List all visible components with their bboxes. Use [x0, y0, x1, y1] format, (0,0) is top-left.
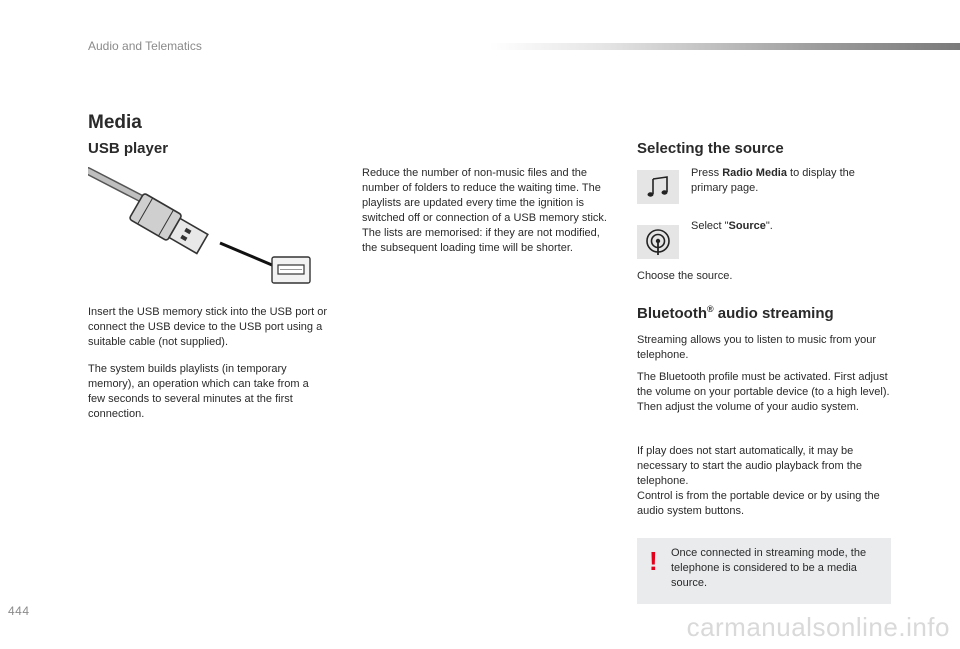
music-note-icon [637, 170, 679, 204]
section-header-title: Audio and Telematics [88, 39, 202, 53]
source-step-press: Press Radio Media to display the primary page. [691, 167, 855, 194]
warning-icon: ! [649, 546, 658, 576]
bluetooth-paragraph-profile: The Bluetooth profile must be activated. First adjust the volume on your portable device (to a high level). Then adjust the volume of your audio system. [637, 371, 890, 413]
usb-plug-illustration [88, 165, 318, 290]
page-title: Media [88, 112, 142, 133]
usb-paragraph-insert: Insert the USB memory stick into the USB port or connect the USB device to the USB port using a suitable cable (not supplied). [88, 306, 328, 348]
bluetooth-paragraph-streaming: Streaming allows you to listen to music from your telephone. [637, 334, 877, 361]
source-choose-text: Choose the source. [637, 270, 733, 282]
page-number: 444 [8, 604, 30, 618]
selecting-source-heading: Selecting the source [637, 140, 784, 157]
usb-player-heading: USB player [88, 140, 169, 157]
source-step-select: Select "Source". [691, 220, 773, 232]
usb-paragraph-playlists: The system builds playlists (in temporary memory), an operation which can take from a few seconds to several minutes at the first connection. [88, 363, 309, 420]
usb-paragraph-reduce: Reduce the number of non-music files and the number of folders to reduce the waiting time. The playlists are updated every time the ignition is switched off or connection of a USB memory stick. The lists are memorised: if they are not modified, the subsequent loading time will be shorter. [362, 167, 607, 254]
warning-text: Once connected in streaming mode, the telephone is considered to be a media source. [671, 547, 867, 589]
radio-source-icon [637, 225, 679, 259]
watermark: carmanualsonline.info [686, 612, 950, 642]
bluetooth-paragraph-play: If play does not start automatically, it may be necessary to start the audio playback from the telephone. Control is from the portable device or by using the audio system buttons. [637, 445, 880, 517]
header-gradient-bar [490, 43, 960, 50]
warning-note [637, 538, 891, 604]
bluetooth-streaming-heading: Bluetooth® audio streaming [637, 304, 834, 322]
